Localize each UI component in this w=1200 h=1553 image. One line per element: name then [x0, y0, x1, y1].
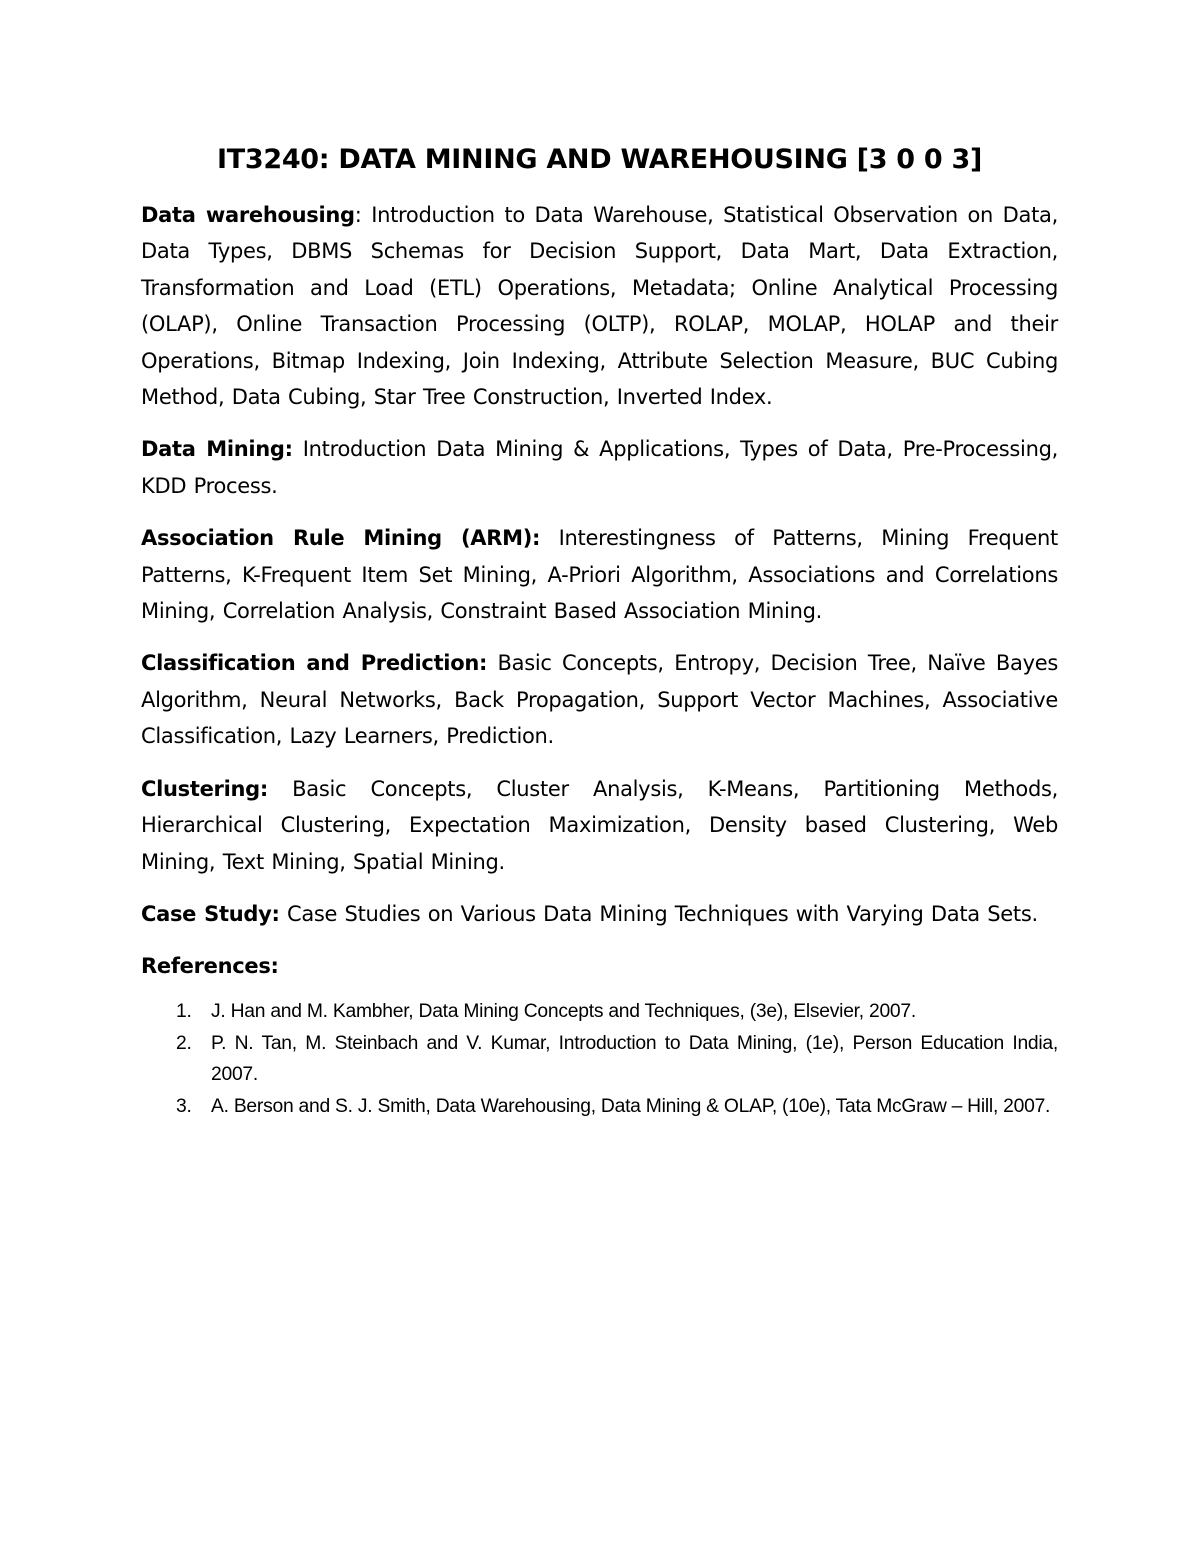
- section-heading: Classification and Prediction:: [141, 651, 488, 676]
- section-association-rule-mining: [141, 520, 1058, 629]
- reference-item: [141, 1091, 1058, 1123]
- reference-number: 3.: [176, 1095, 192, 1117]
- section-heading: Data warehousing: [141, 203, 355, 227]
- reference-item: [141, 996, 1058, 1028]
- reference-text: P. N. Tan, M. Steinbach and V. Kumar, Introduction to Data Mining, (1e), Person Education India, 2007.: [211, 1032, 1058, 1086]
- section-body: Introduction to Data Warehouse, Statistical Observation on Data, Data Types, DBMS Schemas for Decision Support, Data Mart, Data Extraction, Transformation and Load (ETL) Operations, Metadata; Online Analytical Processing (OLAP), Online Transaction Processing (OLTP), ROLAP, MOLAP, HOLAP and their Operations, Bitmap Indexing, Join Indexing, Attribute Selection Measure, BUC Cubing Method, Data Cubing, Star Tree Construction, Inverted Index.: [141, 203, 1058, 410]
- section-separator: [540, 526, 559, 550]
- document-title: IT3240: DATA MINING AND WAREHOUSING [3 0 0 3]: [216, 144, 982, 175]
- reference-text: J. Han and M. Kambher, Data Mining Concepts and Techniques, (3e), Elsevier, 2007.: [211, 1001, 916, 1023]
- section-body: Case Studies on Various Data Mining Techniques with Varying Data Sets.: [286, 901, 1038, 926]
- section-separator: :: [354, 203, 372, 227]
- section-data-mining: [141, 431, 1058, 504]
- section-heading: Case Study:: [141, 901, 280, 926]
- section-body: Basic Concepts, Entropy, Decision Tree, Naïve Bayes Algorithm, Neural Networks, Back Propagation, Support Vector Machines, Associative Classification, Lazy Learners, Prediction.: [141, 651, 1058, 749]
- section-separator: [487, 651, 497, 675]
- section-separator: [293, 437, 303, 461]
- references-list: [141, 996, 1058, 1122]
- section-heading: Association Rule Mining (ARM):: [141, 526, 541, 551]
- section-heading: Clustering:: [141, 776, 268, 801]
- section-body: Interestingness of Patterns, Mining Frequent Patterns, K-Frequent Item Set Mining, A-Priori Algorithm, Associations and Correlations Mining, Correlation Analysis, Constraint Based Association Mining.: [141, 526, 1058, 624]
- section-case-study: [141, 896, 1058, 932]
- reference-number: 1.: [176, 1001, 192, 1023]
- section-body: Basic Concepts, Cluster Analysis, K-Means, Partitioning Methods, Hierarchical Clustering, Expectation Maximization, Density based Clustering, Web Mining, Text Mining, Spatial Mining.: [141, 776, 1058, 874]
- section-separator: [280, 902, 287, 926]
- reference-number: 2.: [176, 1032, 192, 1054]
- section-data-warehousing: [141, 197, 1058, 415]
- reference-item: [141, 1028, 1058, 1091]
- references-heading: References:: [141, 954, 279, 979]
- reference-text: A. Berson and S. J. Smith, Data Warehousing, Data Mining & OLAP, (10e), Tata McGraw – Hill, 2007.: [211, 1095, 1051, 1117]
- section-heading: Data Mining:: [141, 437, 293, 462]
- section-classification-prediction: [141, 645, 1058, 754]
- syllabus-page: [141, 140, 1058, 1122]
- section-separator: [268, 777, 292, 801]
- section-clustering: [141, 771, 1058, 880]
- section-body: Introduction Data Mining & Applications, Types of Data, Pre-Processing, KDD Process.: [141, 437, 1058, 498]
